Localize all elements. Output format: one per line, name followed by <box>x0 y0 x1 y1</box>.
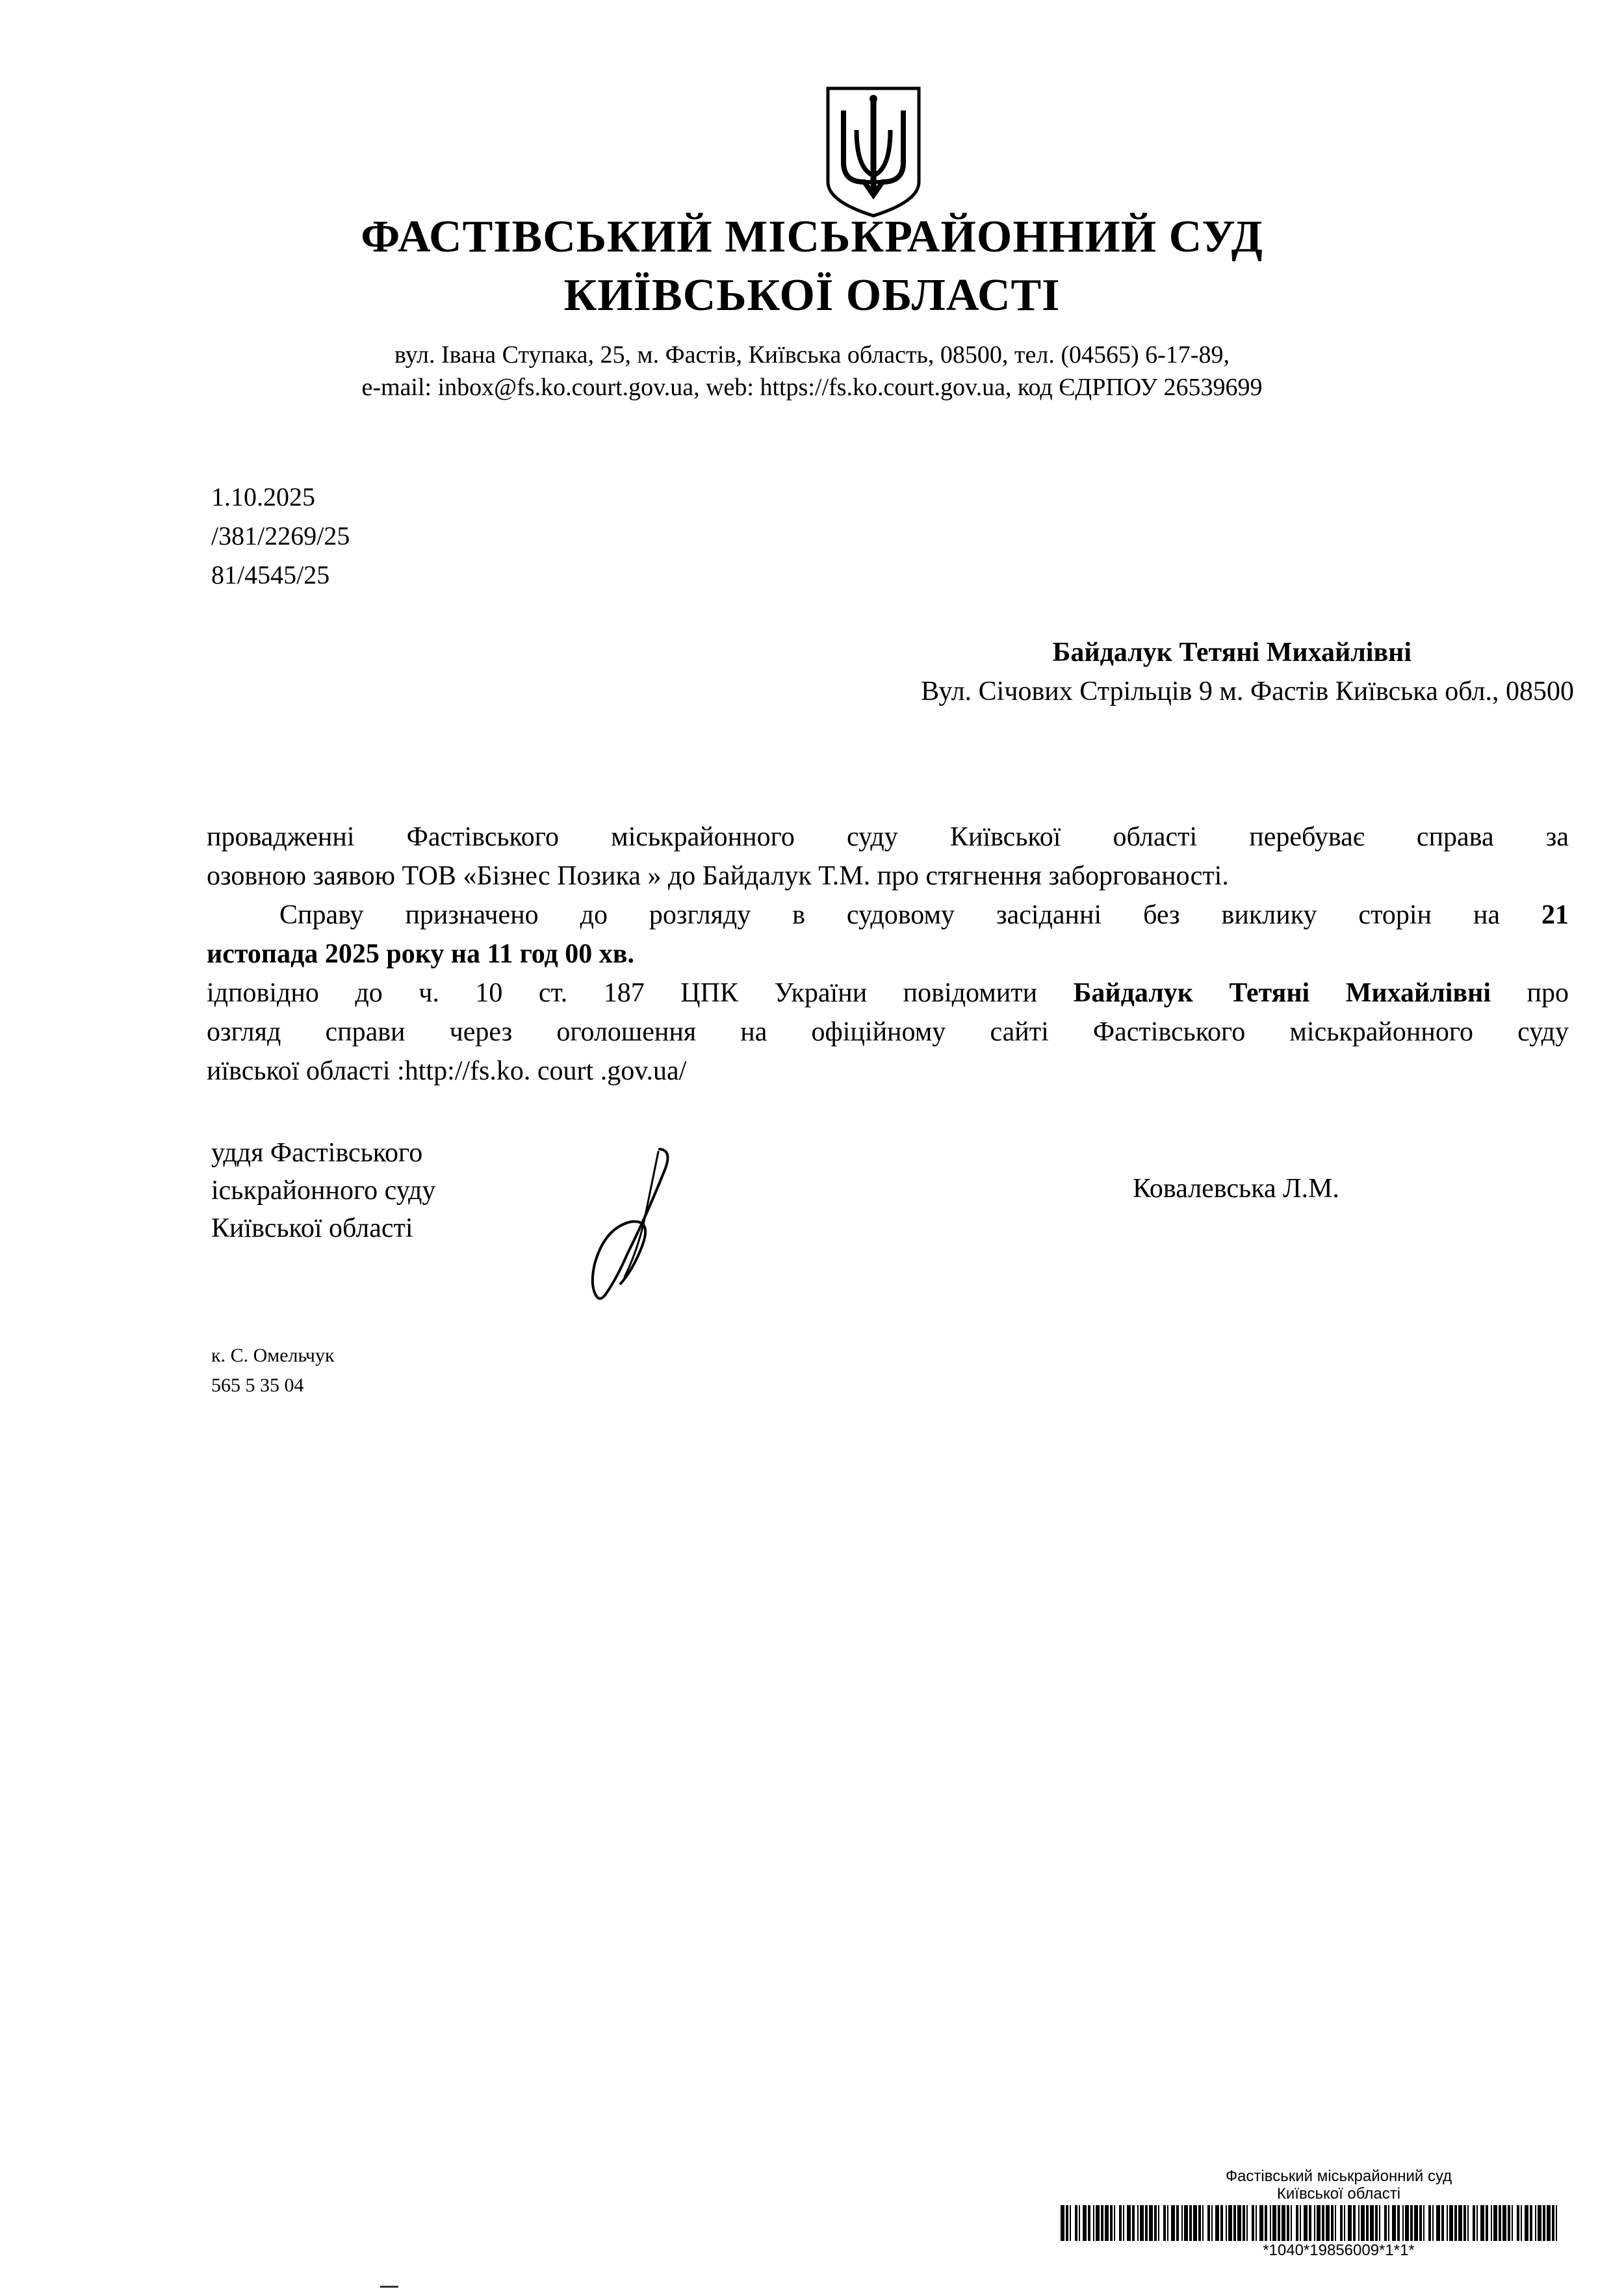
barcode-bar <box>1304 2205 1308 2241</box>
barcode-bar <box>1358 2205 1360 2241</box>
notice-body <box>207 818 1569 1091</box>
barcode-bar <box>1419 2205 1422 2241</box>
barcode-bar <box>1243 2205 1245 2241</box>
barcode-bar <box>1207 2205 1210 2241</box>
barcode-bar <box>1070 2205 1071 2241</box>
case-number: /381/2269/25 <box>211 521 350 550</box>
barcode-bar <box>1502 2205 1506 2241</box>
barcode-bar <box>1314 2205 1315 2241</box>
barcode-bar <box>1079 2205 1080 2241</box>
barcode-bar <box>1499 2205 1501 2241</box>
hearing-day: 21 <box>1541 900 1569 930</box>
barcode-bar <box>1233 2205 1236 2241</box>
barcode-bar <box>1454 2205 1457 2241</box>
barcode-bar <box>1220 2205 1223 2241</box>
judge-title-line2: іськрайонного суду <box>211 1176 436 1206</box>
barcode-bar <box>1154 2205 1157 2241</box>
barcode-bar <box>1556 2205 1557 2241</box>
barcode-bar <box>1335 2205 1336 2241</box>
body-line: иївської області :http://fs.ko. court .gov.ua/ <box>207 1056 687 1086</box>
coat-of-arms-icon <box>824 84 923 220</box>
barcode-bar <box>1309 2205 1311 2241</box>
barcode-bar <box>1105 2205 1109 2241</box>
barcode-bar <box>1215 2205 1219 2241</box>
barcode-bar <box>1252 2205 1254 2241</box>
barcode-bar <box>1093 2205 1094 2241</box>
barcode-bar <box>1493 2205 1497 2241</box>
barcode-bar <box>1163 2205 1166 2241</box>
barcode-bar <box>1119 2205 1122 2241</box>
court-contacts: e-mail: inbox@fs.ko.court.gov.ua, web: https://fs.ko.court.gov.ua, код ЄДРПОУ 26539699 <box>361 374 1263 401</box>
barcode-bar <box>1447 2205 1448 2241</box>
barcode-bar <box>1193 2205 1197 2241</box>
barcode-bar <box>1181 2205 1183 2241</box>
barcode-bar <box>1473 2205 1475 2241</box>
barcode-bar <box>1458 2205 1462 2241</box>
barcode-bar <box>1432 2205 1434 2241</box>
recipient-name: Байдалук Тетяні Михайлівні <box>1052 638 1411 667</box>
barcode-bar <box>1088 2205 1090 2241</box>
barcode-bar <box>1340 2205 1343 2241</box>
barcode-bar <box>1423 2205 1424 2241</box>
barcode-bar <box>1547 2205 1551 2241</box>
barcode-bar <box>1480 2205 1484 2241</box>
barcode-number: *1040*19856009*1*1* <box>1263 2242 1415 2259</box>
barcode-bar <box>1517 2205 1519 2241</box>
barcode-bar <box>1552 2205 1554 2241</box>
barcode <box>1061 2205 1561 2241</box>
barcode-bar <box>1521 2205 1522 2241</box>
barcode-bar <box>1449 2205 1453 2241</box>
barcode-bar <box>1066 2205 1068 2241</box>
barcode-bar <box>1348 2205 1352 2241</box>
court-name-line1: ФАСТІВСЬКИЙ МІСЬКРАЙОННИЙ СУД <box>361 212 1263 262</box>
court-name-line2: КИЇВСЬКОЇ ОБЛАСТІ <box>563 270 1061 320</box>
recipient-address: Вул. Січових Стрільців 9 м. Фастів Київська обл., 08500 <box>921 677 1574 706</box>
barcode-bar <box>1326 2205 1330 2241</box>
barcode-bar <box>1171 2205 1175 2241</box>
barcode-bar <box>1101 2205 1103 2241</box>
barcode-bar <box>1110 2205 1113 2241</box>
body-text-span: Справу призначено до розгляду в судовому засіданні без виклику сторін на <box>279 900 1501 930</box>
barcode-bar <box>1265 2205 1267 2241</box>
barcode-bar <box>1246 2205 1248 2241</box>
barcode-bar <box>1158 2205 1159 2241</box>
barcode-bar <box>1296 2205 1298 2241</box>
barcode-bar <box>1149 2205 1153 2241</box>
judge-name: Ковалевська Л.М. <box>1133 1174 1339 1204</box>
barcode-bar <box>1436 2205 1440 2241</box>
party-name: Байдалук Тетяні Михайлівні <box>1073 978 1491 1008</box>
hearing-date-time: истопада 2025 року на 11 год 00 хв. <box>207 939 634 969</box>
barcode-bar <box>1198 2205 1201 2241</box>
barcode-bar <box>1300 2205 1301 2241</box>
barcode-bar <box>1486 2205 1488 2241</box>
barcode-bar <box>1176 2205 1179 2241</box>
barcode-bar <box>1270 2205 1271 2241</box>
barcode-bar <box>1402 2205 1404 2241</box>
outgoing-date: 1.10.2025 <box>211 482 315 511</box>
barcode-bar <box>1405 2205 1409 2241</box>
barcode-bar <box>1361 2205 1365 2241</box>
barcode-bar <box>1366 2205 1369 2241</box>
barcode-bar <box>1132 2205 1135 2241</box>
executor-phone: 565 5 35 04 <box>211 1375 304 1396</box>
barcode-bar <box>1379 2205 1380 2241</box>
barcode-bar <box>1096 2205 1100 2241</box>
judge-title-line1: уддя Фастівського <box>211 1138 423 1168</box>
body-text-span: ідповідно до ч. 10 ст. 187 ЦПК України повідомити <box>207 978 1038 1008</box>
barcode-bar <box>1167 2205 1168 2241</box>
barcode-bar <box>1259 2205 1263 2241</box>
judge-title-line3: Київської області <box>211 1213 413 1243</box>
barcode-bar <box>1075 2205 1077 2241</box>
barcode-bar <box>1530 2205 1532 2241</box>
handwritten-signature <box>582 1144 692 1306</box>
body-line: провадженні Фастівського міськрайонного суду Київської області перебуває справа за <box>207 822 1569 852</box>
barcode-bar <box>1317 2205 1321 2241</box>
barcode-bar <box>1061 2205 1064 2241</box>
barcode-bar <box>1331 2205 1334 2241</box>
barcode-bar <box>1184 2205 1188 2241</box>
barcode-bar <box>1278 2205 1280 2241</box>
barcode-bar <box>1291 2205 1292 2241</box>
barcode-bar <box>1272 2205 1276 2241</box>
barcode-bar <box>1538 2205 1541 2241</box>
barcode-bar <box>1512 2205 1513 2241</box>
barcode-bar <box>1226 2205 1227 2241</box>
executor-name: к. С. Омельчук <box>211 1345 335 1366</box>
body-line <box>207 935 1569 974</box>
barcode-bar <box>1508 2205 1510 2241</box>
body-line: озовною заявою ТОВ «Бізнес Позика » до Байдалук Т.М. про стягнення заборгованості. <box>207 861 1229 891</box>
barcode-bar <box>1535 2205 1536 2241</box>
barcode-bar <box>1441 2205 1444 2241</box>
barcode-bar <box>1463 2205 1466 2241</box>
barcode-bar <box>1282 2205 1285 2241</box>
barcode-bar <box>1123 2205 1124 2241</box>
barcode-bar <box>1189 2205 1192 2241</box>
barcode-bar <box>1237 2205 1241 2241</box>
barcode-bar <box>1428 2205 1431 2241</box>
proceeding-number: 81/4545/25 <box>211 560 330 589</box>
body-line <box>207 974 1569 1013</box>
barcode-bar <box>1114 2205 1115 2241</box>
body-text-span: про <box>1527 978 1569 1008</box>
barcode-bar <box>1397 2205 1400 2241</box>
barcode-bar <box>1202 2205 1204 2241</box>
barcode-bar <box>1322 2205 1324 2241</box>
barcode-bar <box>1140 2205 1144 2241</box>
barcode-bar <box>1137 2205 1139 2241</box>
barcode-bar <box>1353 2205 1356 2241</box>
barcode-bar <box>1145 2205 1148 2241</box>
barcode-bar <box>1491 2205 1492 2241</box>
barcode-bar <box>1414 2205 1418 2241</box>
barcode-bar <box>1287 2205 1289 2241</box>
barcode-bar <box>1375 2205 1378 2241</box>
barcode-bar <box>1392 2205 1396 2241</box>
barcode-bar <box>1388 2205 1389 2241</box>
body-line <box>207 896 1569 935</box>
stamp-region: Київської області <box>1276 2185 1401 2203</box>
body-line: озгляд справи через оголошення на офіційному сайті Фастівського міськрайонного суду <box>207 1017 1569 1047</box>
barcode-bar <box>1127 2205 1131 2241</box>
barcode-bar <box>1543 2205 1545 2241</box>
barcode-bar <box>1384 2205 1387 2241</box>
barcode-bar <box>1228 2205 1232 2241</box>
barcode-bar <box>1476 2205 1478 2241</box>
barcode-bar <box>1467 2205 1469 2241</box>
scan-artifact <box>380 2286 398 2288</box>
barcode-bar <box>1525 2205 1528 2241</box>
barcode-bar <box>1083 2205 1087 2241</box>
court-address: вул. Івана Ступака, 25, м. Фастів, Київська область, 08500, тел. (04565) 6-17-89, <box>394 341 1230 369</box>
barcode-bar <box>1256 2205 1257 2241</box>
barcode-bar <box>1410 2205 1413 2241</box>
barcode-bar <box>1211 2205 1213 2241</box>
stamp-court-name: Фастівський міськрайонний суд <box>1225 2167 1452 2185</box>
barcode-bar <box>1344 2205 1345 2241</box>
barcode-bar <box>1370 2205 1374 2241</box>
